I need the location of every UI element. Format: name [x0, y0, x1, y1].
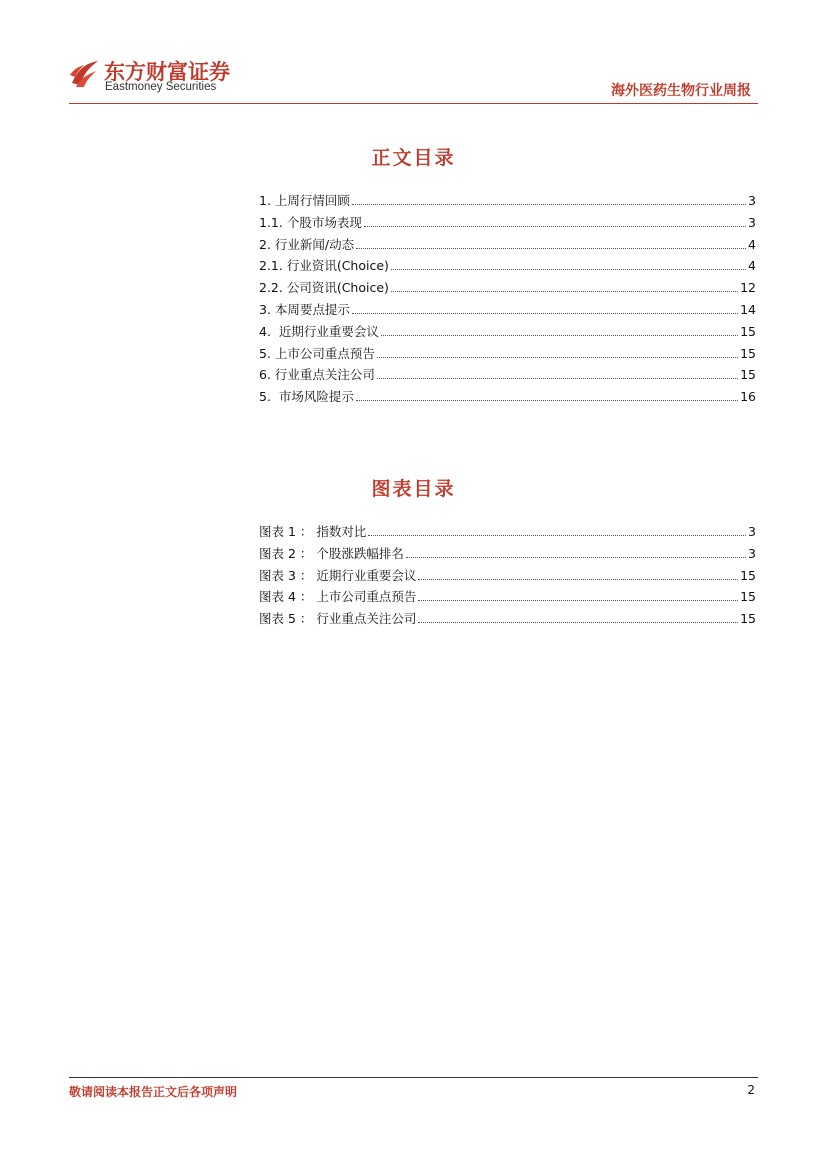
contents-entry[interactable] — [259, 277, 756, 299]
figure-entry[interactable] — [259, 608, 756, 630]
contents-entry-label: 2.1. 行业资讯(Choice) — [259, 258, 389, 274]
figure-entry-page: 15 — [740, 589, 756, 605]
dot-leader — [352, 313, 738, 314]
contents-title: 正文目录 — [371, 147, 456, 169]
contents-entry-page: 14 — [740, 301, 756, 317]
figure-entry-label: 图表 3 ： 近期行业重要会议 — [259, 567, 417, 583]
contents-entry-page: 15 — [740, 367, 756, 383]
figure-entry-label: 图表 2 ： 个股涨跌幅排名 — [259, 545, 404, 561]
dot-leader — [356, 248, 746, 249]
brand-logo — [70, 57, 250, 97]
contents-entry-page: 3 — [748, 214, 756, 230]
dot-leader — [406, 557, 746, 558]
dot-leader — [418, 622, 738, 623]
figure-entry-label: 图表 4 ： 上市公司重点预告 — [259, 589, 417, 605]
dot-leader — [368, 535, 746, 536]
contents-entry[interactable] — [259, 321, 756, 343]
contents-entry[interactable] — [259, 386, 756, 408]
figure-entry-page: 15 — [740, 567, 756, 583]
page-number: 2 — [747, 1083, 755, 1097]
contents-entry[interactable] — [259, 234, 756, 256]
dot-leader — [364, 226, 746, 227]
dot-leader — [418, 600, 738, 601]
contents-entry-page: 15 — [740, 345, 756, 361]
contents-entry[interactable] — [259, 190, 756, 212]
contents-entry[interactable] — [259, 212, 756, 234]
contents-entry-label: 4. 近期行业重要会议 — [259, 323, 379, 339]
dot-leader — [418, 579, 738, 580]
figure-entry-page: 3 — [748, 524, 756, 539]
dot-leader — [381, 335, 738, 336]
footer-divider — [69, 1077, 758, 1078]
contents-entry-page: 16 — [740, 389, 756, 405]
dot-leader — [377, 357, 738, 358]
contents-list — [259, 190, 756, 408]
figure-entry[interactable] — [259, 565, 756, 587]
contents-entry-page: 12 — [740, 280, 756, 296]
figure-entry-label: 图表 1 ： 指数对比 — [259, 524, 367, 539]
disclaimer: 敬请阅读本报告正文后各项声明 — [69, 1085, 238, 1099]
figure-entry[interactable] — [259, 521, 756, 543]
contents-entry-label: 2.2. 公司资讯(Choice) — [259, 280, 389, 296]
dot-leader — [356, 400, 738, 401]
figure-entry-page: 15 — [740, 611, 756, 627]
contents-entry-label: 5. 市场风险提示 — [259, 389, 354, 405]
figure-entry-page: 3 — [748, 545, 756, 561]
contents-entry-label: 2. 行业新闻/动态 — [259, 236, 355, 252]
dot-leader — [377, 378, 738, 379]
figure-entry-label: 图表 5 ： 行业重点关注公司 — [259, 611, 417, 627]
contents-entry-page: 15 — [740, 323, 756, 339]
dot-leader — [391, 291, 738, 292]
figure-entry[interactable] — [259, 586, 756, 608]
contents-entry-label: 1. 上周行情回顾 — [259, 193, 350, 208]
report-type: 海外医药生物行业周报 — [611, 83, 751, 99]
contents-entry[interactable] — [259, 364, 756, 386]
brand-name-en: Eastmoney Securities — [105, 81, 217, 93]
figures-list — [259, 521, 756, 630]
figure-entry[interactable] — [259, 543, 756, 565]
contents-entry-label: 3. 本周要点提示 — [259, 301, 350, 317]
header-divider — [69, 103, 758, 104]
contents-entry-label: 6. 行业重点关注公司 — [259, 367, 375, 383]
contents-entry[interactable] — [259, 299, 756, 321]
brand-name-cn: 东方财富证券 — [104, 60, 230, 84]
contents-entry-page: 4 — [748, 236, 756, 252]
contents-entry-label: 5. 上市公司重点预告 — [259, 345, 375, 361]
contents-entry-page: 4 — [748, 258, 756, 274]
dot-leader — [352, 204, 746, 205]
contents-entry[interactable] — [259, 255, 756, 277]
figures-title: 图表目录 — [371, 478, 456, 500]
contents-entry[interactable] — [259, 343, 756, 365]
contents-entry-page: 3 — [748, 193, 756, 208]
contents-entry-label: 1.1. 个股市场表现 — [259, 214, 362, 230]
dot-leader — [391, 269, 746, 270]
eastmoney-logo-icon — [70, 59, 100, 89]
